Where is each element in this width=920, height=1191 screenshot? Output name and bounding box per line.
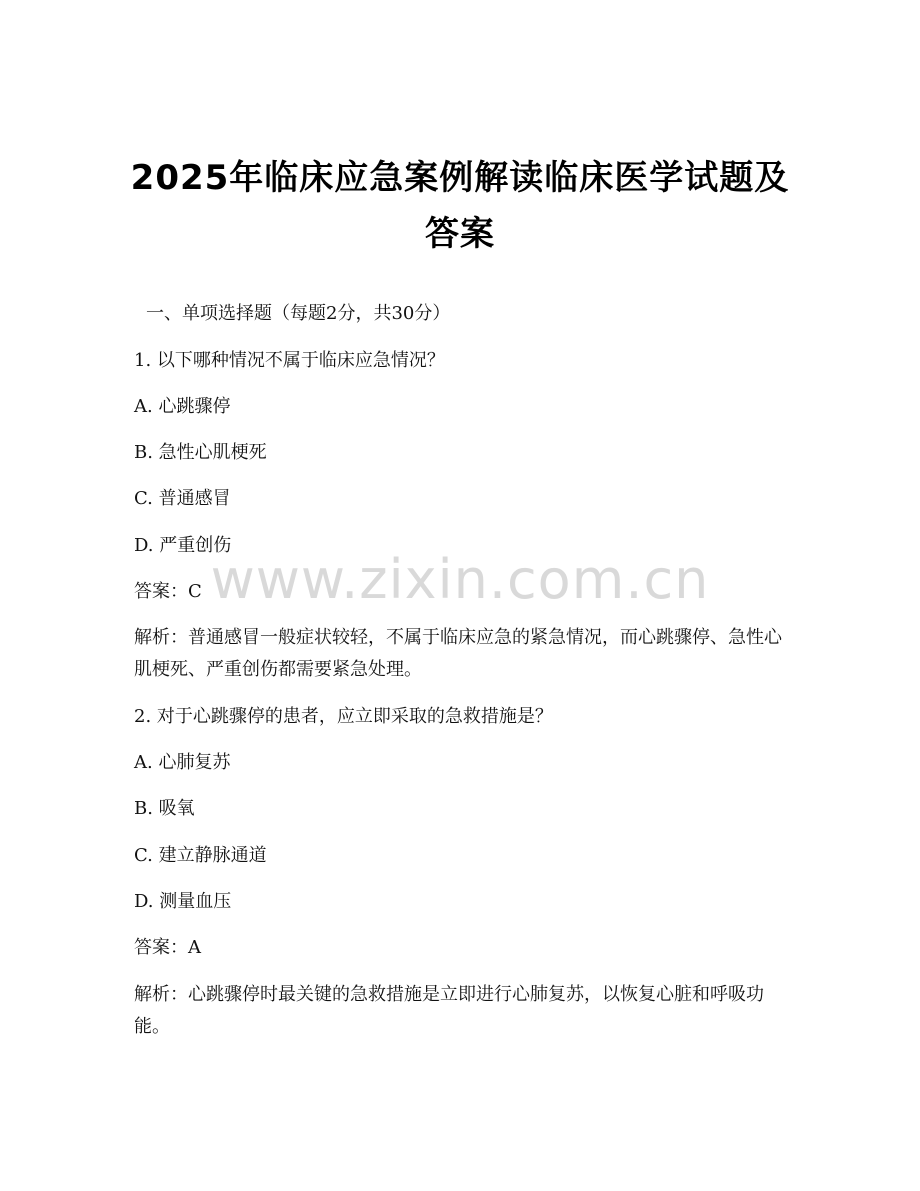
question-2-analysis: 解析：心跳骤停时最关键的急救措施是立即进行心肺复苏，以恢复心脏和呼吸功能。 — [134, 984, 764, 1037]
question-2-option-c: C. 建立静脉通道 — [134, 845, 267, 866]
question-1-option-a: A. 心跳骤停 — [134, 396, 231, 417]
question-1-answer: 答案：C — [134, 581, 202, 602]
question-2-option-a: A. 心肺复苏 — [134, 752, 231, 773]
question-2-option-b: B. 吸氧 — [134, 798, 195, 819]
question-1-stem: 1. 以下哪种情况不属于临床应急情况？ — [134, 350, 445, 371]
question-2-stem: 2. 对于心跳骤停的患者，应立即采取的急救措施是？ — [134, 706, 553, 727]
question-1-option-d: D. 严重创伤 — [134, 535, 232, 556]
document-title: 2025年临床应急案例解读临床医学试题及答案 — [130, 158, 790, 254]
question-1-analysis: 解析：普通感冒一般症状较轻，不属于临床应急的紧急情况，而心跳骤停、急性心肌梗死、严重创伤都需要紧急处理。 — [134, 627, 782, 680]
watermark: www.zixin.com.cn — [210, 548, 710, 611]
question-2-answer: 答案：A — [134, 937, 201, 958]
question-1-option-c: C. 普通感冒 — [134, 488, 231, 509]
section-heading: 一、单项选择题（每题2分，共30分） — [146, 303, 451, 324]
question-1-option-b: B. 急性心肌梗死 — [134, 442, 267, 463]
question-2-option-d: D. 测量血压 — [134, 891, 232, 912]
